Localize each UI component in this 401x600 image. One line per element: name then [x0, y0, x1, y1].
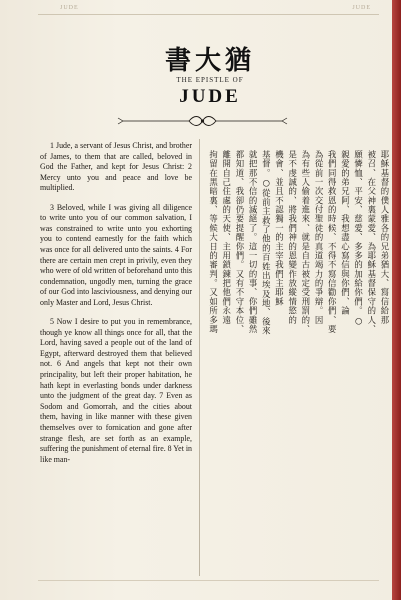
chinese-line: 親愛的弟兄阿、我想盡心寫信與你們、論: [340, 150, 351, 316]
red-page-edge: [392, 0, 401, 600]
chinese-line: 被召、在父神裏蒙愛、為耶穌基督保守的人、: [366, 150, 377, 334]
chinese-line: 我們同得救恩的時候、不得不寫信勸你們、要: [327, 150, 338, 334]
english-paragraph-3: 5 Now I desire to put you in remembrance, though ye know all things once for all, that the Lord, having saved a people out of the land of Egypt, afterward destroyed them that believed not. 6 And angels that kept not their own principality, but left their proper habitation, he hath kept in everlasting bonds under darkness unto the judgment of the great day. 7 Even as Sodom and Gomorrah, and the cities about them, having in like manner with these given themselves over to fornication and gone after strange flesh, are set forth as an example, suffering the punishment of eternal fire. 8 Yet in like man-: [40, 317, 192, 464]
english-paragraph-2: 3 Beloved, while I was giving all diligence to write unto you of our common salvation, I was constrained to write unto you exhorting you to contend earnestly for the faith which was once for all delivered unto the saints. 4 For there are certain men crept in privily, even they who were of old written of beforehand unto this condemnation, ungodly men, turning the grace of our God into lasciviousness, and denying our only Master and Lord, Jesus Christ.: [40, 202, 192, 307]
chinese-line: 拘留在黑暗裏、等候大日的審判。又如所多瑪: [208, 150, 219, 334]
chinese-line: 基督。○從前主救了他的百姓出埃及地、後來: [261, 150, 272, 336]
header-rule: [38, 14, 379, 15]
chinese-line: 為有些人偷着進來、就是自古被定受刑罰的、: [300, 150, 311, 334]
footer-rule: [38, 580, 379, 581]
english-paragraph-1: 1 Jude, a servant of Jesus Christ, and brother of James, to them that are called, beloved in God the Father, and kept for Jesus Christ: 2 Mercy unto you and peace and love be multiplied.: [40, 141, 192, 193]
column-divider: [199, 139, 200, 576]
chinese-text-column: [205, 150, 391, 570]
chinese-line: 為從前一次交付聖徒的真道竭力的爭辯。因: [314, 150, 325, 325]
chinese-line: 願憐恤、平安、慈愛、多多的加給你們。○: [353, 150, 364, 327]
title-ornament-icon: [115, 113, 290, 129]
english-text-column: [40, 141, 192, 465]
chinese-line: 都知道、我卻仍要提醒你們。又有不守本位、: [234, 150, 245, 334]
running-head-right: JUDE: [352, 5, 371, 11]
chinese-line: 就把那不信的滅絕了。這一切的事、你們雖然: [248, 150, 259, 334]
running-head-left: JUDE: [60, 5, 79, 11]
book-title: JUDE: [179, 86, 241, 107]
chinese-line: 機會、並且不認獨一的主宰我們主耶穌: [274, 150, 285, 307]
chinese-title: 書大猶: [164, 46, 255, 76]
epistle-label: THE EPISTLE OF: [176, 76, 244, 84]
chinese-line: 是不虔誠的、將我們神的恩變作放縱情慾的: [287, 150, 298, 325]
chinese-line: 耶穌基督的僕人雅各的兄弟猶大、寫信給那: [380, 150, 390, 325]
chinese-line: 離開自己住處的天使、主用鎖鍊把他們永遠: [221, 150, 232, 325]
